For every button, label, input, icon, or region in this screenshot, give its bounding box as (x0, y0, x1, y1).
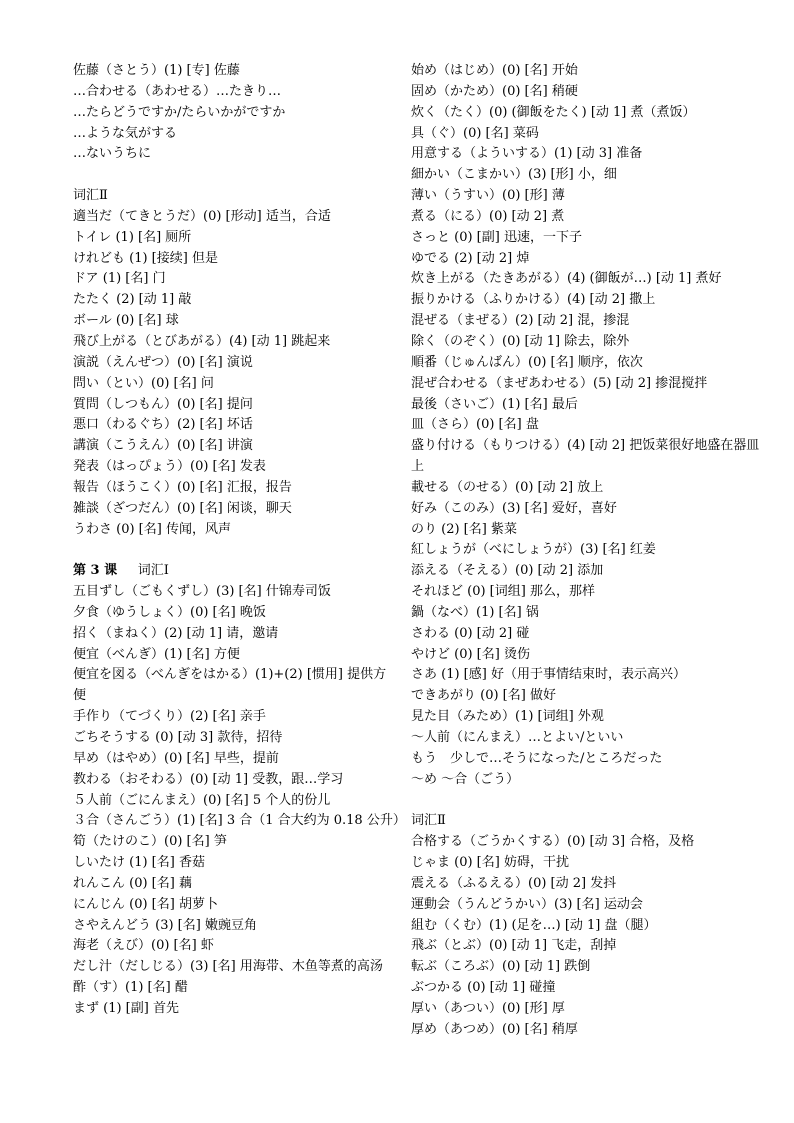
entry-line: 震える（ふるえる）(0) [动 2] 发抖 (411, 875, 617, 891)
entry-line: トイレ (1) [名] 厕所 (73, 229, 192, 245)
right-vocab-2-list (411, 832, 763, 1040)
entry-line: 載せる（のせる）(0) [动 2] 放上 (411, 479, 604, 495)
entry-line: 五目ずし（ごもくずし）(3) [名] 什锦寿司饭 (73, 584, 331, 600)
entry-line: やけど (0) [名] 烫伤 (411, 646, 530, 662)
lesson-3-heading (73, 561, 395, 582)
entry-line: まず (1) [副] 首先 (73, 1000, 179, 1016)
entry-line: 混ぜ合わせる（まぜあわせる）(5) [动 2] 掺混搅拌 (411, 375, 708, 391)
right-column (411, 61, 763, 1041)
entry-line: 便宜（べんぎ）(1) [名] 方便 (73, 646, 240, 662)
left-vocab-2-list (73, 207, 395, 541)
entry-line: それほど (0) [词组] 那么，那样 (411, 584, 595, 600)
entry-line: 厚い（あつい）(0) [形] 厚 (411, 1000, 565, 1016)
entry-line: 薄い（うすい）(0) [形] 薄 (411, 188, 565, 204)
entry-line: 用意する（よういする）(1) [动 3] 准备 (411, 146, 643, 162)
entry-line: …たらどうですか/たらいかがですか (73, 104, 286, 120)
entry-line: 手作り（てづくり）(2) [名] 亲手 (73, 709, 266, 725)
entry-line: しいたけ (1) [名] 香菇 (73, 855, 205, 871)
entry-line: 酢（す）(1) [名] 醋 (73, 980, 188, 996)
entry-line: もう 少しで…そうになった/ところだった (411, 750, 663, 766)
entry-line: ５人前（ごにんまえ）(0) [名] 5 个人的份儿 (73, 792, 331, 808)
entry-line: さわる (0) [动 2] 碰 (411, 625, 530, 641)
entry-line: 混ぜる（まぜる）(2) [动 2] 混，掺混 (411, 313, 630, 329)
entry-line: 鍋（なべ）(1) [名] 锅 (411, 604, 539, 620)
entry-line: ゆでる (2) [动 2] 焯 (411, 250, 530, 266)
entry-line: ～人前（にんまえ）…とよい/といい (411, 730, 624, 745)
entry-line: 招く（まねく）(2) [动 1] 请，邀请 (73, 625, 279, 641)
entry-line: 振りかける（ふりかける）(4) [动 2] 撒上 (411, 292, 656, 308)
entry-line: 適当だ（てきとうだ）(0) [形动] 适当，合适 (73, 208, 331, 224)
entry-line: 教わる（おそわる）(0) [动 1] 受教，跟…学习 (73, 771, 344, 787)
entry-line: 添える（そえる）(0) [动 2] 添加 (411, 563, 604, 579)
entry-line: 盛り付ける（もりつける）(4) [动 2] 把饭菜很好地盛在器皿上 (411, 438, 760, 475)
entry-line: 飛び上がる（とびあがる）(4) [动 1] 跳起来 (73, 333, 331, 349)
left-column (73, 61, 406, 1020)
entry-line: 悪口（わるぐち）(2) [名] 坏话 (73, 417, 253, 433)
right-vocab-list (411, 61, 763, 791)
entry-line: れんこん (0) [名] 藕 (73, 875, 192, 891)
entry-line: ぶつかる (0) [动 1] 碰撞 (411, 980, 556, 996)
vocab-2-heading: 词汇Ⅱ (411, 813, 446, 829)
entry-line: 転ぶ（ころぶ）(0) [动 1] 跌倒 (411, 959, 591, 975)
entry-line: ～め ～合（ごう） (411, 771, 520, 787)
entry-line: 早め（はやめ）(0) [名] 早些，提前 (73, 750, 279, 766)
entry-line: できあがり (0) [名] 做好 (411, 688, 556, 704)
entry-line: ボール (0) [名] 球 (73, 313, 179, 329)
entry-line: 始め（はじめ）(0) [名] 开始 (411, 63, 578, 78)
entry-line: 組む（くむ）(1) (足を…) [动 1] 盘（腿） (411, 917, 657, 933)
lesson-vocab-label: 词汇Ⅰ (137, 563, 169, 579)
entry-line: 雑談（ざつだん）(0) [名] 闲谈，聊天 (73, 500, 292, 516)
entry-line: 質問（しつもん）(0) [名] 提问 (73, 396, 253, 412)
entry-line: さあ (1) [感] 好（用于事情结束时，表示高兴） (411, 667, 686, 683)
entry-line: 最後（さいご）(1) [名] 最后 (411, 396, 578, 412)
entry-line: 具（ぐ）(0) [名] 菜码 (411, 125, 539, 141)
entry-line: じゃま (0) [名] 妨碍，干扰 (411, 855, 569, 871)
entry-line: うわさ (0) [名] 传闻，风声 (73, 521, 231, 537)
entry-line: 細かい（こまかい）(3) [形] 小，细 (411, 167, 617, 183)
entry-line: 筍（たけのこ）(0) [名] 笋 (73, 834, 227, 850)
entry-line: 厚め（あつめ）(0) [名] 稍厚 (411, 1021, 578, 1037)
spacer (73, 540, 395, 561)
lesson-3-vocab-list (73, 582, 406, 1020)
spacer (73, 165, 395, 186)
entry-line: にんじん (0) [名] 胡萝卜 (73, 896, 218, 912)
entry-line: 海老（えび）(0) [名] 虾 (73, 938, 214, 954)
vocab-2-heading: 词汇Ⅱ (73, 188, 108, 204)
entry-line: だし汁（だしじる）(3) [名] 用海带、木鱼等煮的高汤 (73, 959, 383, 975)
entry-line: 見た目（みため）(1) [词组] 外观 (411, 709, 604, 725)
entry-line: 講演（こうえん）(0) [名] 讲演 (73, 438, 253, 454)
entry-line: 運動会（うんどうかい）(3) [名] 运动会 (411, 896, 643, 912)
entry-line: たたく (2) [动 1] 敲 (73, 292, 192, 308)
entry-line: ごちそうする (0) [动 3] 款待，招待 (73, 730, 283, 745)
entry-line: 炊き上がる（たきあがる）(4) (御飯が…) [动 1] 煮好 (411, 271, 722, 287)
lesson-title: 第 3 课 (73, 563, 118, 579)
entry-line: 飛ぶ（とぶ）(0) [动 1] 飞走，刮掉 (411, 938, 617, 954)
left-intro-list (73, 61, 395, 165)
entry-line: 煮る（にる）(0) [动 2] 煮 (411, 208, 565, 224)
entry-line: 便宜を図る（べんぎをはかる）(1)+(2) [惯用] 提供方便 (73, 667, 387, 704)
entry-line: 紅しょうが（べにしょうが）(3) [名] 红姜 (411, 542, 656, 558)
entry-line: けれども (1) [接续] 但是 (73, 250, 218, 266)
entry-line: 夕食（ゆうしょく）(0) [名] 晚饭 (73, 604, 266, 620)
entry-line: 問い（とい）(0) [名] 问 (73, 375, 214, 391)
entry-line: …合わせる（あわせる）…たきり… (73, 83, 282, 99)
entry-line: …ような気がする (73, 125, 178, 141)
entry-line: さっと (0) [副] 迅速，一下子 (411, 229, 582, 245)
entry-line: 演説（えんぜつ）(0) [名] 演说 (73, 354, 253, 370)
entry-line: 報告（ほうこく）(0) [名] 汇报，报告 (73, 479, 292, 495)
entry-line: 佐藤（さとう）(1) [专] 佐藤 (73, 63, 240, 78)
entry-line: 好み（このみ）(3) [名] 爱好，喜好 (411, 500, 617, 516)
entry-line: 除く（のぞく）(0) [动 1] 除去，除外 (411, 333, 630, 349)
entry-line: 固め（かため）(0) [名] 稍硬 (411, 83, 578, 99)
entry-line: ３合（さんごう）(1) [名] 3 合（1 合大约为 0.18 公升） (73, 813, 406, 829)
entry-line: ドア (1) [名] 门 (73, 271, 166, 287)
entry-line: さやえんどう (3) [名] 嫩豌豆角 (73, 917, 257, 933)
entry-line: のり (2) [名] 紫菜 (411, 521, 517, 537)
entry-line: 発表（はっぴょう）(0) [名] 发表 (73, 459, 266, 475)
entry-line: 炊く（たく）(0) (御飯をたく) [动 1] 煮（煮饭） (411, 104, 696, 120)
spacer (411, 791, 763, 812)
entry-line: …ないうちに (73, 146, 152, 162)
entry-line: 皿（さら）(0) [名] 盘 (411, 417, 539, 433)
entry-line: 合格する（ごうかくする）(0) [动 3] 合格，及格 (411, 834, 695, 850)
entry-line: 順番（じゅんばん）(0) [名] 顺序，依次 (411, 354, 643, 370)
